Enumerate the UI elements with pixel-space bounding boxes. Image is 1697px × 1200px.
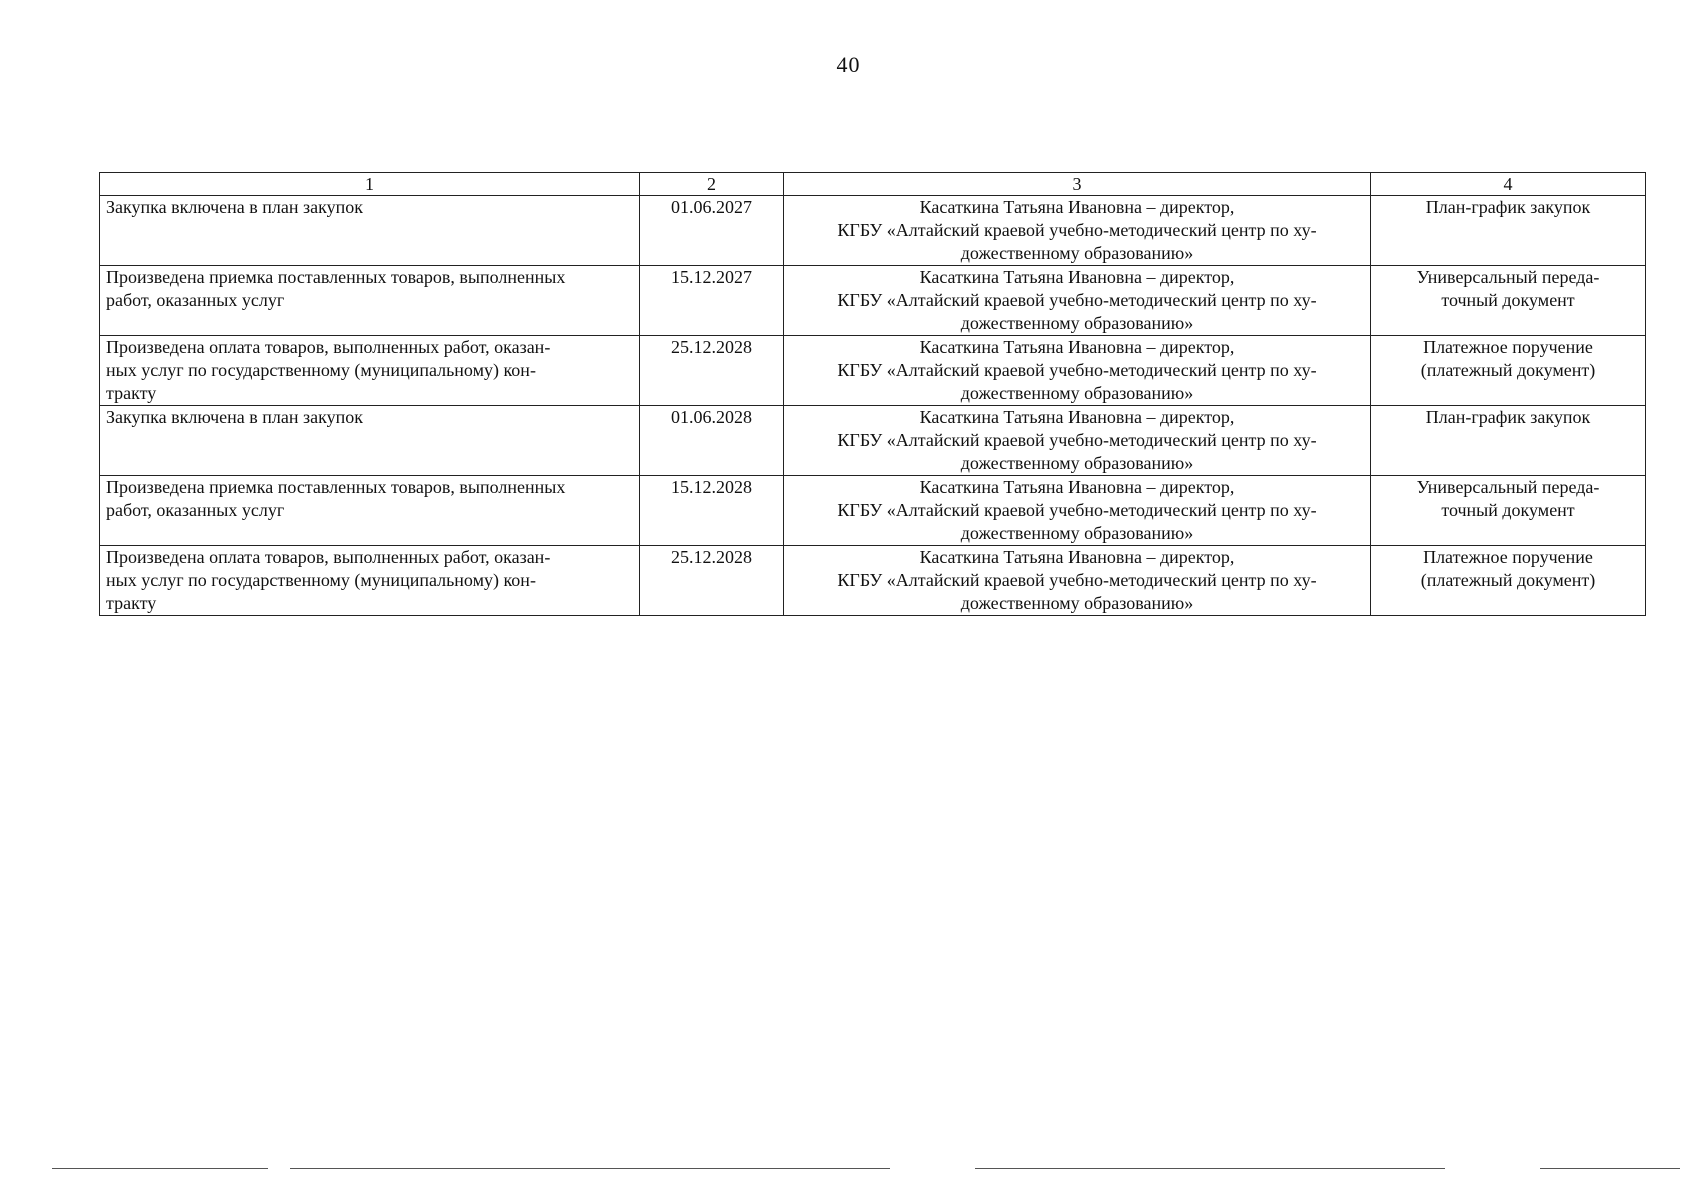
responsible-line: Касаткина Татьяна Ивановна – директор, [919,267,1235,287]
header-row [100,173,1646,196]
event-line: Произведена оплата товаров, выполненных работ, оказан- [106,337,551,357]
document-line: точный документ [1441,500,1575,520]
event-cell [100,196,640,266]
responsible-line: Касаткина Татьяна Ивановна – директор, [919,197,1235,217]
responsible-line: дожественному образованию» [960,243,1194,263]
event-line: Закупка включена в план закупок [106,197,363,217]
responsible-line: дожественному образованию» [960,523,1194,543]
event-line: ных услуг по государственному (муниципальному) кон- [106,570,536,590]
event-cell [100,476,640,546]
responsible-line: дожественному образованию» [960,593,1194,613]
document-cell [1371,546,1646,616]
responsible-line: Касаткина Татьяна Ивановна – директор, [919,407,1235,427]
responsible-line: дожественному образованию» [960,453,1194,473]
event-line: тракту [106,383,157,403]
document-cell [1371,476,1646,546]
event-cell [100,406,640,476]
event-cell [100,336,640,406]
date-cell: 01.06.2028 [640,406,784,476]
date-cell: 15.12.2027 [640,266,784,336]
responsible-cell [784,406,1371,476]
event-line: Произведена оплата товаров, выполненных работ, оказан- [106,547,551,567]
responsible-cell [784,336,1371,406]
event-line: Произведена приемка поставленных товаров, выполненных [106,267,566,287]
responsible-line: КГБУ «Алтайский краевой учебно-методический центр по ху- [837,290,1317,310]
document-line: План-график закупок [1425,407,1591,427]
column-header-2: 2 [640,173,784,196]
responsible-line: Касаткина Татьяна Ивановна – директор, [919,477,1235,497]
responsible-line: КГБУ «Алтайский краевой учебно-методический центр по ху- [837,220,1317,240]
document-cell [1371,336,1646,406]
event-cell [100,546,640,616]
column-header-1: 1 [100,173,640,196]
event-line: работ, оказанных услуг [106,290,285,310]
event-line: тракту [106,593,157,613]
responsible-cell [784,196,1371,266]
responsible-cell [784,546,1371,616]
document-cell [1371,266,1646,336]
responsible-line: дожественному образованию» [960,313,1194,333]
document-line: Платежное поручение [1423,547,1593,567]
scan-line-segment [52,1168,268,1169]
responsible-cell [784,266,1371,336]
page-number: 40 [836,52,861,77]
responsible-line: дожественному образованию» [960,383,1194,403]
event-line: Закупка включена в план закупок [106,407,363,427]
event-line: Произведена приемка поставленных товаров, выполненных [106,477,566,497]
responsible-line: КГБУ «Алтайский краевой учебно-методический центр по ху- [837,500,1317,520]
document-line: План-график закупок [1425,197,1591,217]
responsible-line: Касаткина Татьяна Ивановна – директор, [919,337,1235,357]
document-line: Универсальный переда- [1416,267,1600,287]
responsible-line: КГБУ «Алтайский краевой учебно-методический центр по ху- [837,570,1317,590]
event-line: работ, оказанных услуг [106,500,285,520]
scan-edge-lines [0,1168,1697,1174]
date-cell: 15.12.2028 [640,476,784,546]
responsible-cell [784,476,1371,546]
date-cell: 25.12.2028 [640,336,784,406]
column-header-3: 3 [784,173,1371,196]
document-line: (платежный документ) [1420,360,1596,380]
table-row [100,546,1646,616]
responsible-line: Касаткина Татьяна Ивановна – директор, [919,547,1235,567]
document-line: Платежное поручение [1423,337,1593,357]
date-cell: 01.06.2027 [640,196,784,266]
document-line: Универсальный переда- [1416,477,1600,497]
table-row [100,476,1646,546]
document-line: точный документ [1441,290,1575,310]
table-row [100,336,1646,406]
document-cell [1371,196,1646,266]
table-row [100,406,1646,476]
event-cell [100,266,640,336]
document-cell [1371,406,1646,476]
responsible-line: КГБУ «Алтайский краевой учебно-методический центр по ху- [837,430,1317,450]
responsible-line: КГБУ «Алтайский краевой учебно-методический центр по ху- [837,360,1317,380]
document-line: (платежный документ) [1420,570,1596,590]
scan-line-segment [1540,1168,1680,1169]
scan-line-segment [290,1168,890,1169]
procurement-schedule-table [99,172,1646,616]
table-row [100,196,1646,266]
table-row [100,266,1646,336]
column-header-4: 4 [1371,173,1646,196]
event-line: ных услуг по государственному (муниципальному) кон- [106,360,536,380]
date-cell: 25.12.2028 [640,546,784,616]
scan-line-segment [975,1168,1445,1169]
